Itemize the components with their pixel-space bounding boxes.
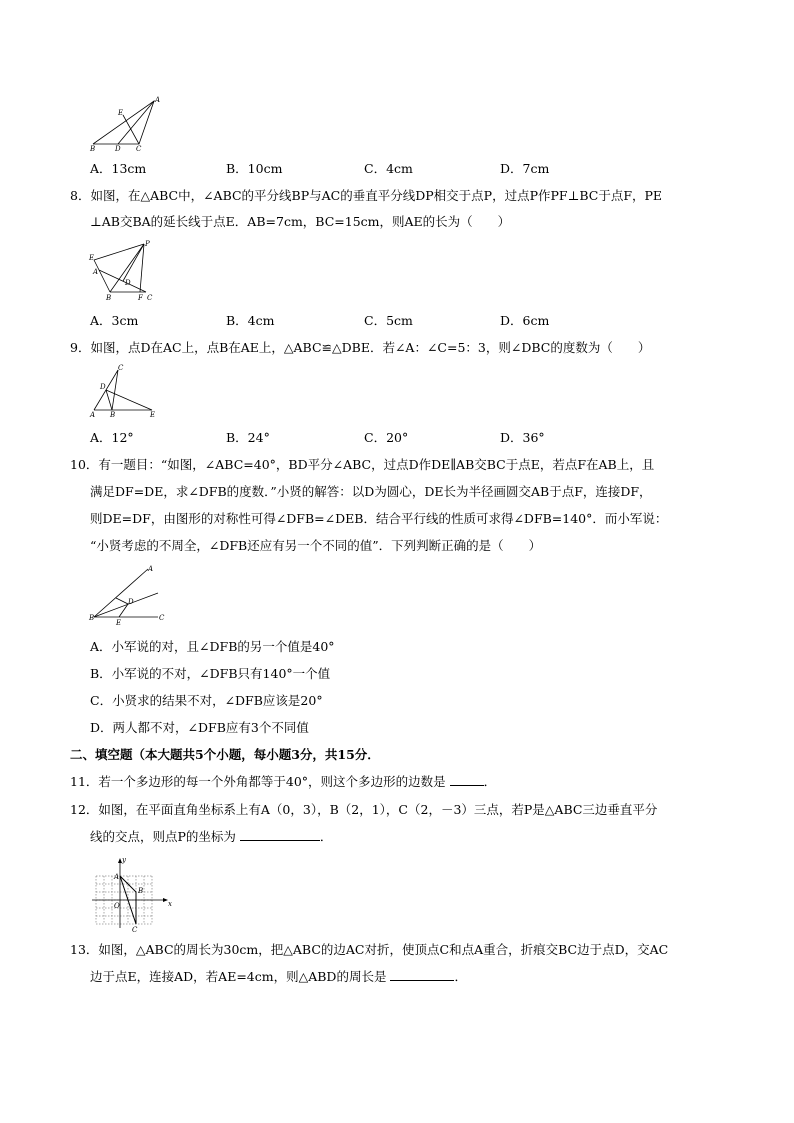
q9-label-e: E (150, 411, 156, 419)
q10-stem-line1: 10．有一题目：“如图，∠ABC=40°，BD平分∠ABC，过点D作DE∥AB交BC于点E，若点F在AB上，且 (70, 457, 655, 472)
q7-label-d: D (115, 145, 121, 152)
q8-label-p: P (145, 240, 150, 248)
q8-stem-line2: ⊥AB交BA的延长线于点E．AB=7cm，BC=15cm，则AE的长为（ ） (90, 214, 511, 229)
q12-label-c: C (132, 926, 138, 934)
q8-option-d: D．6cm (500, 313, 550, 328)
q10-label-b: B (89, 614, 95, 622)
q10-label-a: A (148, 565, 154, 573)
q11-end: ． (483, 774, 497, 789)
q8-label-c: C (147, 294, 153, 302)
q10-label-e: E (116, 619, 122, 627)
q11-text: 11．若一个多边形的每一个外角都等于40°，则这个多边形的边数是 (70, 774, 446, 789)
q12-label-a: A (114, 873, 120, 881)
q7-label-e: E (118, 109, 124, 117)
q12-text: 线的交点，则点P的坐标为 (90, 829, 236, 844)
q12-end: ． (319, 829, 333, 844)
section-2-heading: 二、填空题（本大题共5个小题，每小题3分，共15分． (70, 747, 380, 762)
q12-label-x: x (168, 900, 172, 908)
q7-figure (88, 96, 168, 152)
q7-label-b: B (90, 145, 96, 152)
q7-label-c: C (136, 145, 142, 152)
q12-figure (88, 856, 174, 934)
q12-answer-blank[interactable] (240, 828, 320, 841)
q10-option-c: C．小贤求的结果不对，∠DFB应该是20° (90, 693, 323, 708)
q12-label-o: O (114, 902, 120, 910)
q9-label-a: A (90, 411, 96, 419)
q9-option-b: B．24° (226, 430, 270, 445)
q9-option-a: A．12° (90, 430, 134, 445)
q8-label-b: B (106, 294, 112, 302)
q8-label-f: F (138, 294, 143, 302)
q9-option-d: D．36° (500, 430, 545, 445)
q9-label-b: B (110, 411, 116, 419)
q8-option-a: A．3cm (90, 313, 139, 328)
q12-stem-line1: 12．如图，在平面直角坐标系上有A（0，3），B（2，1），C（2，－3）三点，若P是△ABC三边垂直平分 (70, 802, 658, 817)
q10-stem-line2: 满足DF=DE，求∠DFB的度数．”小贤的解答：以D为圆心，DE长为半径画圆交AB于点F，连接DF， (90, 484, 652, 499)
q12-label-b: B (138, 887, 144, 895)
q13-end: ． (454, 969, 467, 984)
q9-label-c: C (118, 364, 124, 372)
q10-stem-line4: “小贤考虑的不周全，∠DFB还应有另一个不同的值”．下列判断正确的是（ ） (90, 538, 542, 553)
q11-answer-blank[interactable] (450, 773, 484, 786)
q9-figure (88, 364, 160, 420)
q13-text: 边于点E，连接AD，若AE=4cm，则△ABD的周长是 (90, 969, 387, 984)
q7-option-a: A．13cm (90, 161, 147, 176)
q13-stem-line1: 13．如图，△ABC的周长为30cm，把△ABC的边AC对折，使顶点C和点A重合，折痕交BC边于点D，交AC (70, 942, 669, 957)
q9-label-d: D (100, 383, 106, 391)
q12-label-y: y (122, 856, 126, 864)
q13-stem-line2 (90, 968, 467, 986)
q8-figure (88, 238, 168, 302)
q11-stem (70, 773, 496, 791)
q7-option-b: B．10cm (226, 161, 283, 176)
q7-option-c: C．4cm (364, 161, 413, 176)
q10-option-a: A．小军说的对，且∠DFB的另一个值是40° (90, 639, 335, 654)
q8-option-b: B．4cm (226, 313, 275, 328)
q10-label-c: C (159, 614, 165, 622)
q9-stem-line1: 9．如图，点D在AC上，点B在AE上，△ABC≌△DBE．若∠A：∠C=5：3，则∠DBC的度数为（ ） (70, 340, 651, 355)
q8-label-e: E (89, 254, 95, 262)
q12-stem-line2 (90, 828, 332, 846)
q13-answer-blank[interactable] (390, 968, 454, 981)
q8-stem-line1: 8．如图，在△ABC中，∠ABC的平分线BP与AC的垂直平分线DP相交于点P，过点P作PF⊥BC于点F，PE (70, 188, 663, 203)
q7-option-d: D．7cm (500, 161, 550, 176)
q9-option-c: C．20° (364, 430, 409, 445)
q10-figure (88, 563, 168, 627)
q10-option-b: B．小军说的不对，∠DFB只有140°一个值 (90, 666, 331, 681)
q10-option-d: D．两人都不对，∠DFB应有3个不同值 (90, 720, 309, 735)
q7-label-a: A (155, 96, 161, 104)
q8-label-a: A (93, 268, 99, 276)
q8-option-c: C．5cm (364, 313, 413, 328)
q10-stem-line3: 则DE=DF，由图形的对称性可得∠DFB=∠DEB．结合平行线的性质可求得∠DFB=140°．而小军说： (90, 511, 668, 526)
q8-label-d: D (125, 279, 131, 287)
q10-label-d: D (128, 598, 134, 606)
